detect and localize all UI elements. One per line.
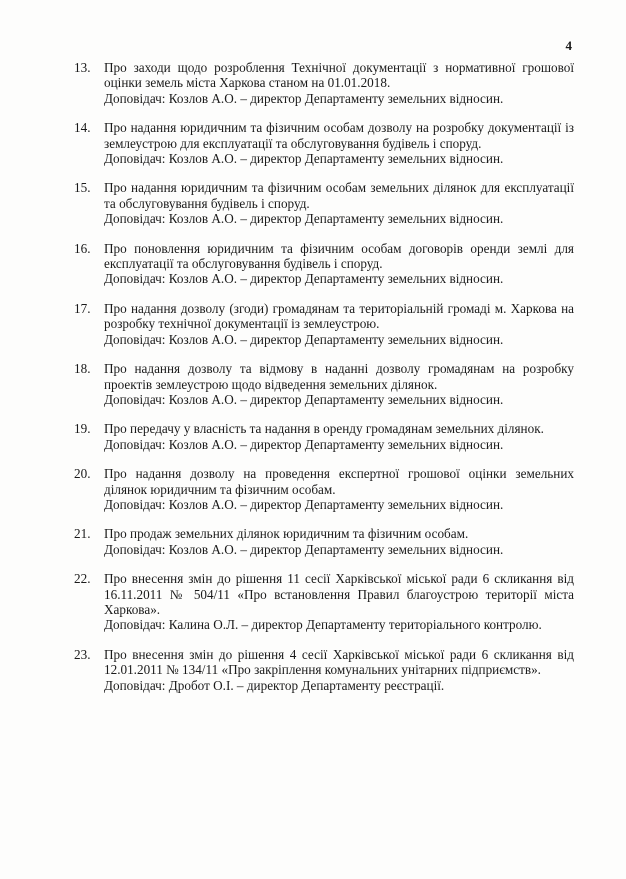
- agenda-item-22: [74, 571, 574, 633]
- item-title: Про внесення змін до рішення 4 сесії Харківської міської ради 6 скликання від 12.01.2011 № 134/11 «Про закріплення комунальних унітарних підприємств».: [104, 646, 574, 678]
- item-speaker: Доповідач: Козлов А.О. – директор Департаменту земельних відносин.: [104, 331, 504, 347]
- agenda-item-18: [74, 361, 574, 407]
- item-speaker: Доповідач: Козлов А.О. – директор Департаменту земельних відносин.: [104, 496, 504, 512]
- item-speaker: Доповідач: Козлов А.О. – директор Департаменту земельних відносин.: [104, 151, 504, 167]
- agenda-item-15: [74, 180, 574, 226]
- agenda-item-16: [74, 241, 574, 287]
- agenda-item-17: [74, 301, 574, 347]
- item-title: Про поновлення юридичним та фізичним особам договорів оренди землі для експлуатації та обслуговування будівель і споруд.: [104, 240, 574, 272]
- item-number: 13.: [74, 60, 91, 75]
- item-speaker: Доповідач: Козлов А.О. – директор Департаменту земельних відносин.: [104, 391, 504, 407]
- item-title: Про надання дозволу на проведення експертної грошової оцінки земельних ділянок юридичним та фізичним особам.: [104, 466, 574, 497]
- agenda-item-14: [74, 120, 574, 166]
- item-speaker: Доповідач: Козлов А.О. – директор Департаменту земельних відносин.: [104, 436, 504, 452]
- item-title: Про надання дозволу та відмову в наданні дозволу громадянам на розробку проектів землеустрою щодо відведення земельних ділянок.: [104, 361, 574, 392]
- item-number: 15.: [74, 180, 91, 196]
- item-number: 18.: [74, 361, 91, 377]
- agenda-list: [74, 60, 574, 707]
- agenda-item-13: [74, 60, 574, 106]
- item-number: 22.: [74, 571, 91, 587]
- page-number: 4: [565, 38, 572, 53]
- item-title: Про продаж земельних ділянок юридичним та фізичним особам.: [104, 526, 469, 542]
- item-speaker: Доповідач: Калина О.Л. – директор Департаменту територіального контролю.: [104, 617, 542, 633]
- item-title: Про заходи щодо розроблення Технічної документації з нормативної грошової оцінки земель міста Харкова станом на 01.01.2018.: [104, 60, 574, 91]
- item-title: Про надання юридичним та фізичним особам земельних ділянок для експлуатації та обслуговування будівель і споруд.: [104, 180, 574, 211]
- item-number: 20.: [74, 466, 91, 482]
- item-number: 14.: [74, 120, 91, 136]
- agenda-item-19: [74, 421, 574, 452]
- item-speaker: Доповідач: Козлов А.О. – директор Департаменту земельних відносин.: [104, 271, 504, 287]
- item-speaker: Доповідач: Дробот О.І. – директор Департаменту реєстрації.: [104, 677, 445, 693]
- agenda-item-23: [74, 647, 574, 693]
- agenda-item-20: [74, 466, 574, 512]
- item-title: Про передачу у власність та надання в оренду громадянам земельних ділянок.: [104, 421, 544, 437]
- item-speaker: Доповідач: Козлов А.О. – директор Департаменту земельних відносин.: [104, 211, 504, 227]
- item-title: Про надання дозволу (згоди) громадянам та територіальній громаді м. Харкова на розробку технічної документації із землеустрою.: [104, 300, 574, 332]
- item-number: 16.: [74, 240, 91, 256]
- item-number: 21.: [74, 526, 91, 542]
- item-title: Про надання юридичним та фізичним особам дозволу на розробку документації із землеустрою для експлуатації та обслуговування будівель і споруд.: [104, 120, 574, 151]
- agenda-item-21: [74, 526, 574, 557]
- item-speaker: Доповідач: Козлов А.О. – директор Департаменту земельних відносин.: [104, 541, 504, 557]
- item-speaker: Доповідач: Козлов А.О. – директор Департаменту земельних відносин.: [104, 90, 504, 106]
- item-number: 23.: [74, 646, 91, 662]
- item-number: 19.: [74, 421, 91, 437]
- item-number: 17.: [74, 300, 91, 316]
- item-title: Про внесення змін до рішення 11 сесії Харківської міської ради 6 скликання від 16.11.2011 № 504/11 «Про встановлення Правил благоустрою території міста Харкова».: [104, 571, 574, 617]
